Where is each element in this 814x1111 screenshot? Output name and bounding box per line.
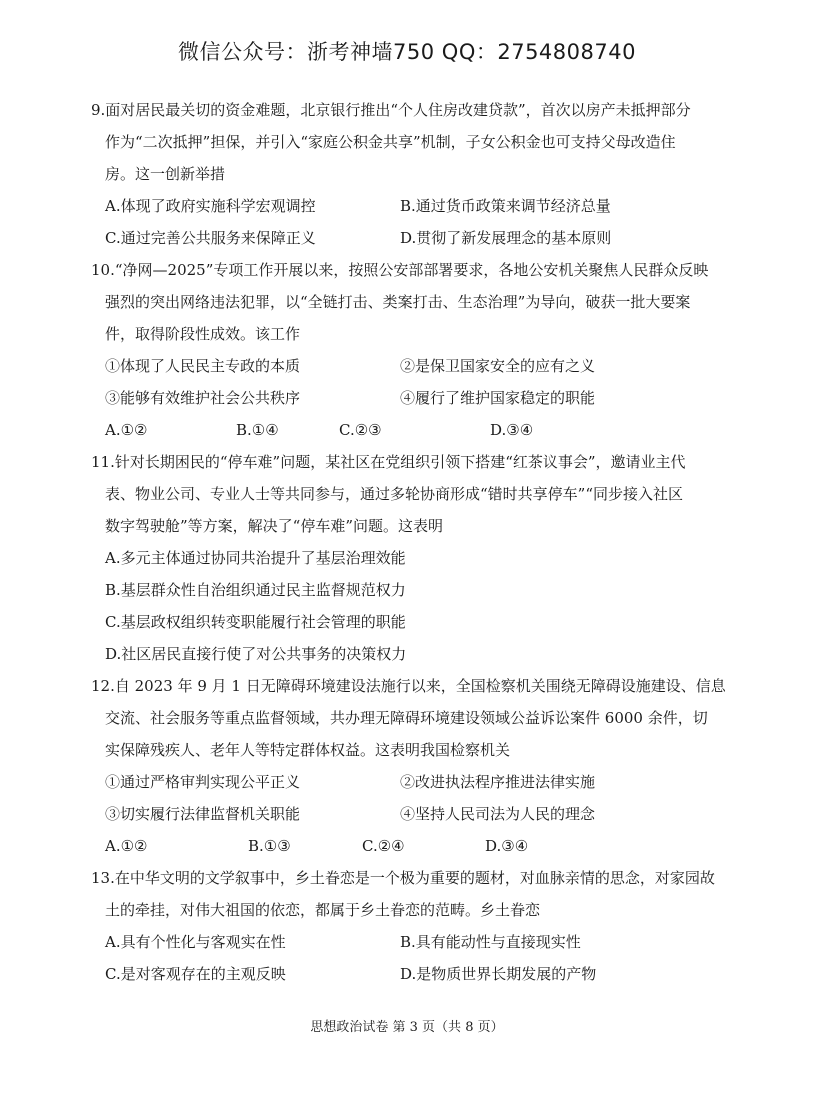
- question-9-line-1: 9.面对居民最关切的资金难题，北京银行推出“个人住房改建贷款”，首次以房产未抵押部分: [91, 101, 691, 119]
- question-10-line-2: 强烈的突出网络违法犯罪，以“全链打击、类案打击、生态治理”为导向，破获一批大要案: [105, 293, 691, 311]
- question-11-option-c: C.基层政权组织转变职能履行社会管理的职能: [105, 613, 406, 631]
- question-9-option-c: C.通过完善公共服务来保障正义: [105, 229, 316, 247]
- question-12-options: [91, 830, 731, 862]
- question-10: [91, 254, 731, 446]
- question-13-options-ab: [91, 926, 731, 958]
- question-13-option-c: C.是对客观存在的主观反映: [105, 965, 286, 983]
- question-11-line-3: 数字驾驶舱”等方案，解决了“停车难”问题。这表明: [105, 517, 444, 535]
- question-12-statements-12: [91, 766, 731, 798]
- question-10-option-b: B.①④: [236, 421, 279, 439]
- question-10-statement-2: ②是保卫国家安全的应有之义: [400, 357, 596, 375]
- question-13-option-a: A.具有个性化与客观实在性: [105, 933, 286, 951]
- question-12-statement-4: ④坚持人民司法为人民的理念: [400, 805, 596, 823]
- question-10-line-1: 10.“净网—2025”专项工作开展以来，按照公安部部署要求，各地公安机关聚焦人民群众反映: [91, 261, 709, 279]
- question-9-options-ab: [91, 190, 731, 222]
- question-11-line-2: 表、物业公司、专业人士等共同参与，通过多轮协商形成“错时共享停车”“同步接入社区: [105, 485, 684, 503]
- question-12: [91, 670, 731, 862]
- question-11: [91, 446, 731, 670]
- question-12-option-b: B.①③: [248, 837, 291, 855]
- question-13: [91, 862, 731, 990]
- question-11-line-1: 11.针对长期困民的“停车难”问题，某社区在党组织引领下搭建“红茶议事会”，邀请业主代: [91, 453, 686, 471]
- question-13-line-2: 土的牵挂，对伟大祖国的依恋，都属于乡土眷恋的范畴。乡土眷恋: [105, 901, 541, 919]
- question-10-option-c: C.②③: [339, 421, 382, 439]
- question-9-line-2: 作为“二次抵押”担保，并引入“家庭公积金共享”机制，子女公积金也可支持父母改造住: [105, 133, 676, 151]
- questions-body: [91, 94, 731, 990]
- question-12-line-3: 实保障残疾人、老年人等特定群体权益。这表明我国检察机关: [105, 741, 511, 759]
- question-12-statement-3: ③切实履行法律监督机关职能: [105, 805, 301, 823]
- question-10-options: [91, 414, 731, 446]
- question-11-option-b: B.基层群众性自治组织通过民主监督规范权力: [105, 581, 406, 599]
- question-10-statement-4: ④履行了维护国家稳定的职能: [400, 389, 596, 407]
- question-12-statement-1: ①通过严格审判实现公平正义: [105, 773, 301, 791]
- question-11-option-a: A.多元主体通过协同共治提升了基层治理效能: [105, 549, 406, 567]
- question-10-statements-34: [91, 382, 731, 414]
- question-9-options-cd: [91, 222, 731, 254]
- question-12-option-a: A.①②: [105, 837, 148, 855]
- question-9-option-b: B.通过货币政策来调节经济总量: [400, 197, 611, 215]
- question-10-statement-1: ①体现了人民民主专政的本质: [105, 357, 301, 375]
- question-13-line-1: 13.在中华文明的文学叙事中，乡土眷恋是一个极为重要的题材，对血脉亲情的思念，对家园故: [91, 869, 715, 887]
- question-9-option-a: A.体现了政府实施科学宏观调控: [105, 197, 316, 215]
- question-12-statements-34: [91, 798, 731, 830]
- question-13-option-d: D.是物质世界长期发展的产物: [400, 965, 597, 983]
- question-9-line-3: 房。这一创新举措: [105, 165, 226, 183]
- question-10-line-3: 件，取得阶段性成效。该工作: [105, 325, 301, 343]
- question-10-option-d: D.③④: [490, 421, 534, 439]
- question-10-option-a: A.①②: [105, 421, 148, 439]
- question-12-line-2: 交流、社会服务等重点监督领域，共办理无障碍环境建设领域公益诉讼案件 6000 余件，切: [105, 709, 708, 727]
- question-12-statement-2: ②改进执法程序推进法律实施: [400, 773, 596, 791]
- question-13-option-b: B.具有能动性与直接现实性: [400, 933, 581, 951]
- question-9: [91, 94, 731, 254]
- question-12-option-c: C.②④: [362, 837, 405, 855]
- question-12-option-d: D.③④: [485, 837, 529, 855]
- question-11-option-d: D.社区居民直接行使了对公共事务的决策权力: [105, 645, 407, 663]
- question-9-option-d: D.贯彻了新发展理念的基本原则: [400, 229, 612, 247]
- page-header: 微信公众号：浙考神墙750 QQ：2754808740: [178, 40, 636, 64]
- question-10-statement-3: ③能够有效维护社会公共秩序: [105, 389, 301, 407]
- question-10-statements-12: [91, 350, 731, 382]
- question-13-options-cd: [91, 958, 731, 990]
- page-footer: 思想政治试卷 第 3 页（共 8 页）: [310, 1020, 504, 1035]
- question-12-line-1: 12.自 2023 年 9 月 1 日无障碍环境建设法施行以来，全国检察机关围绕无障碍设施建设、信息: [91, 677, 726, 695]
